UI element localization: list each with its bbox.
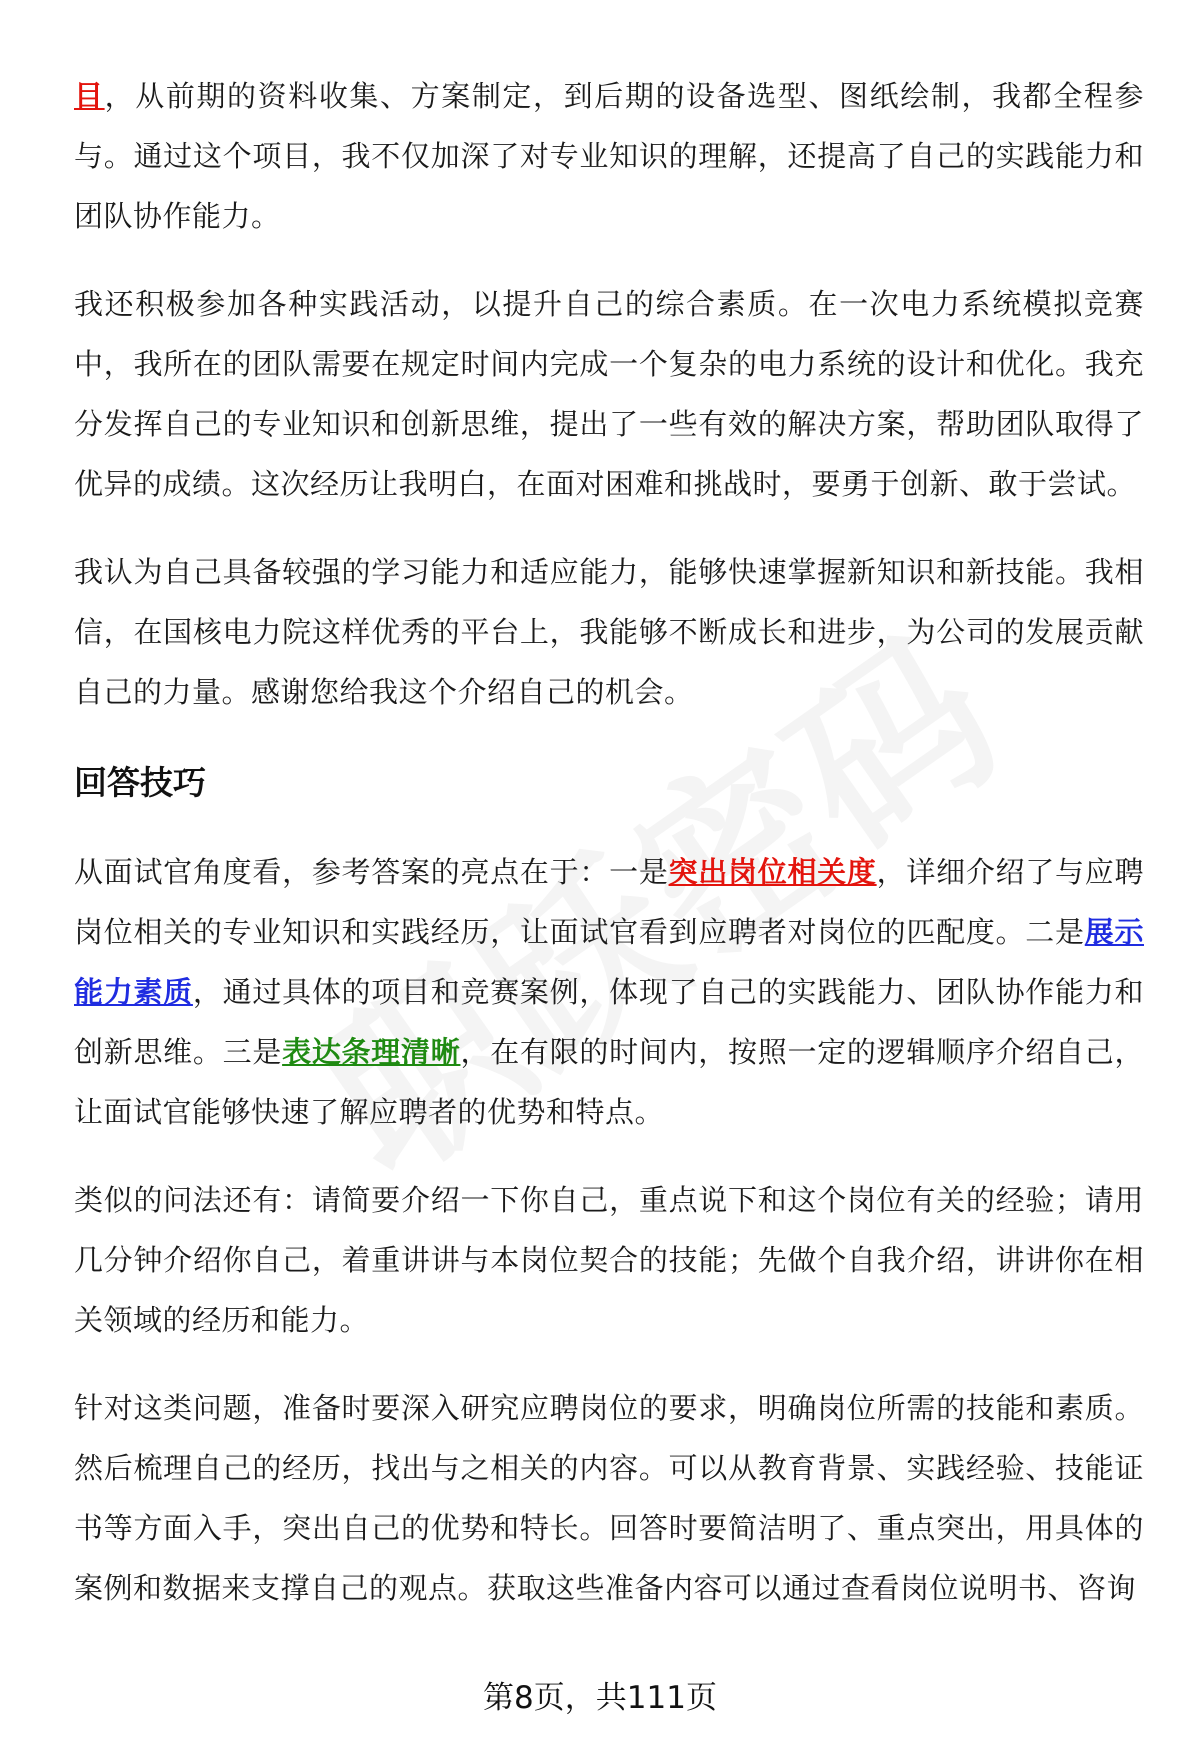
page-number-footer: 第8页，共111页	[483, 1680, 717, 1716]
paragraph-highlights	[74, 842, 1144, 1142]
paragraph-similar-questions: 类似的问法还有：请简要介绍一下你自己，重点说下和这个岗位有关的经验；请用几分钟介绍你自己，着重讲讲与本岗位契合的技能；先做个自我介绍，讲讲你在相关领域的经历和能力。	[74, 1183, 1144, 1337]
paragraph-text: ，在有限的时间内，按照一定的逻辑顺序介绍自己，让面试官能够快速了解应聘者的优势和特点。	[74, 1035, 1144, 1129]
paragraph-text: 从面试官角度看，参考答案的亮点在于：一是	[74, 855, 669, 889]
paragraph-preparation: 针对这类问题，准备时要深入研究应聘岗位的要求，明确岗位所需的技能和素质。然后梳理自己的经历，找出与之相关的内容。可以从教育背景、实践经验、技能证书等方面入手，突出自己的优势和特长。回答时要简洁明了、重点突出，用具体的案例和数据来支撑自己的观点。获取这些准备内容可以通过查看岗位说明书、咨询	[74, 1391, 1144, 1605]
highlight-ability: 展示能力素质	[74, 915, 1144, 1009]
paragraph-self-assessment: 我认为自己具备较强的学习能力和适应能力，能够快速掌握新知识和新技能。我相信，在国核电力院这样优秀的平台上，我能够不断成长和进步，为公司的发展贡献自己的力量。感谢您给我这个介绍自己的机会。	[74, 555, 1144, 709]
paragraph-text: ，通过具体的项目和竞赛案例，体现了自己的实践能力、团队协作能力和创新思维。三是	[74, 975, 1144, 1069]
highlight-project-word: 目	[74, 79, 105, 113]
document-page	[74, 66, 1144, 1646]
highlight-clarity: 表达条理清晰	[282, 1035, 461, 1069]
section-heading-answer-tips: 回答技巧	[74, 763, 206, 802]
paragraph-text: ，详细介绍了与应聘岗位相关的专业知识和实践经历，让面试官看到应聘者对岗位的匹配度。二是	[74, 855, 1144, 949]
paragraph-practice: 我还积极参加各种实践活动，以提升自己的综合素质。在一次电力系统模拟竞赛中，我所在的团队需要在规定时间内完成一个复杂的电力系统的设计和优化。我充分发挥自己的专业知识和创新思维，提出了一些有效的解决方案，帮助团队取得了优异的成绩。这次经历让我明白，在面对困难和挑战时，要勇于创新、敢于尝试。	[74, 287, 1144, 501]
paragraph-project	[74, 66, 1144, 246]
highlight-job-relevance: 突出岗位相关度	[668, 855, 877, 889]
paragraph-text: ，从前期的资料收集、方案制定，到后期的设备选型、图纸绘制，我都全程参与。通过这个项目，我不仅加深了对专业知识的理解，还提高了自己的实践能力和团队协作能力。	[74, 79, 1144, 233]
